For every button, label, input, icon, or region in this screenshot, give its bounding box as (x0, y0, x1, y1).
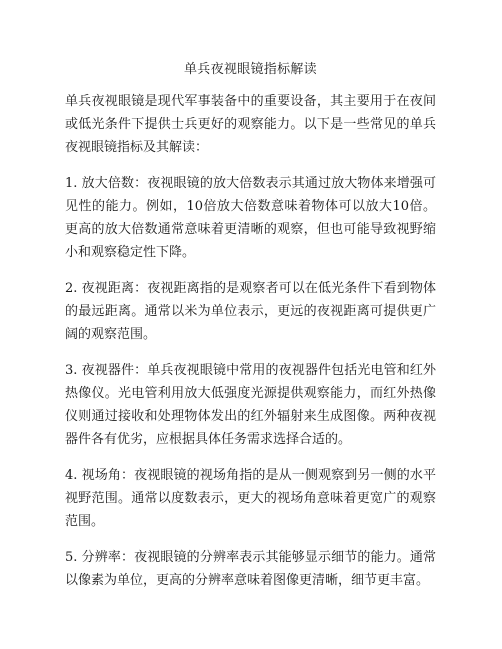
document-title: 单兵夜视眼镜指标解读 (183, 62, 317, 77)
paragraph-resolution: 5. 分辨率：夜视眼镜的分辨率表示其能够显示细节的能力。通常以像素为单位，更高的分辨率意味着图像更清晰，细节更丰富。 (65, 550, 436, 588)
paragraph-field-of-view: 4. 视场角：夜视眼镜的视场角指的是从一侧观察到另一侧的水平视野范围。通常以度数表示，更大的视场角意味着更宽广的观察范围。 (65, 468, 436, 529)
paragraph-night-vision-distance: 2. 夜视距离：夜视距离指的是观察者可以在低光条件下看到物体的最远距离。通常以米为单位表示，更远的夜视距离可提供更广阔的观察范围。 (65, 281, 436, 342)
paragraph-night-vision-device: 3. 夜视器件：单兵夜视眼镜中常用的夜视器件包括光电管和红外热像仪。光电管利用放大低强度光源提供观察能力，而红外热像仪则通过接收和处理物体发出的红外辐射来生成图像。两种夜视器件各有优劣，应根据具体任务需求选择合适的。 (65, 363, 436, 447)
paragraph-magnification: 1. 放大倍数：夜视眼镜的放大倍数表示其通过放大物体来增强可见性的能力。例如，10倍放大倍数意味着物体可以放大10倍。更高的放大倍数通常意味着更清晰的观察，但也可能导致视野缩小和观察稳定性下降。 (65, 176, 436, 260)
intro-paragraph: 单兵夜视眼镜是现代军事装备中的重要设备，其主要用于在夜间或低光条件下提供士兵更好的观察能力。以下是一些常见的单兵夜视眼镜指标及其解读： (65, 94, 436, 155)
